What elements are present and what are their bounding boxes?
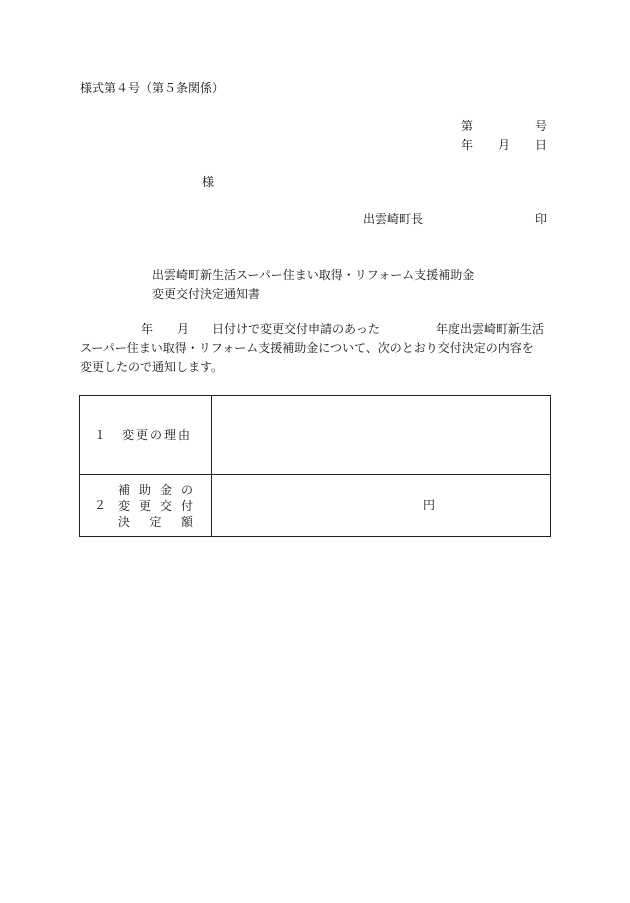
row-amount-label-line-1 xyxy=(118,482,193,498)
label-char: 金 xyxy=(159,483,172,497)
body-line-2: スーパー住まい取得・リフォーム支援補助金について、次のとおり交付決定の内容を xyxy=(80,341,534,355)
date-year: 年 xyxy=(461,138,474,152)
row-change-reason-label: １ 変更の理由 xyxy=(94,428,193,442)
table-column-divider xyxy=(211,396,212,536)
row-amount-label-line-3 xyxy=(118,514,193,530)
label-char: 更 xyxy=(138,499,151,513)
label-char: 変 xyxy=(118,499,131,513)
body-line-3: 変更したので通知します。 xyxy=(80,360,224,374)
date-day: 日 xyxy=(535,138,548,152)
issuer-seal: 印 xyxy=(535,212,548,226)
row-amount-label xyxy=(118,482,193,530)
label-char: 決 xyxy=(118,515,131,529)
label-char: 補 xyxy=(118,483,131,497)
label-char: 付 xyxy=(180,499,193,513)
body-after-date: 日付けで変更交付申請のあった xyxy=(212,322,380,336)
label-char: 額 xyxy=(180,515,193,529)
addressee-honorific: 様 xyxy=(202,175,215,189)
body-year: 年 xyxy=(141,322,154,336)
row-amount-label-line-2 xyxy=(118,498,193,514)
doc-number-go: 号 xyxy=(535,119,548,133)
label-char: 助 xyxy=(138,483,151,497)
label-char: 定 xyxy=(149,515,162,529)
body-after-year: 年度出雲崎町新生活 xyxy=(436,322,545,336)
title-line-2: 変更交付決定通知書 xyxy=(152,287,261,301)
label-char: の xyxy=(180,483,193,497)
doc-number-dai: 第 xyxy=(461,119,474,133)
body-month: 月 xyxy=(177,322,190,336)
date-month: 月 xyxy=(498,138,511,152)
form-number: 様式第４号（第５条関係） xyxy=(80,81,225,95)
label-char: 交 xyxy=(159,499,172,513)
title-line-1: 出雲崎町新生活スーパー住まい取得・リフォーム支援補助金 xyxy=(152,268,475,282)
issuer-name: 出雲崎町長 xyxy=(363,212,424,226)
table-row-divider xyxy=(80,474,550,475)
change-table xyxy=(79,395,551,537)
row-amount-number: ２ xyxy=(94,498,107,512)
amount-unit-yen: 円 xyxy=(423,498,436,512)
